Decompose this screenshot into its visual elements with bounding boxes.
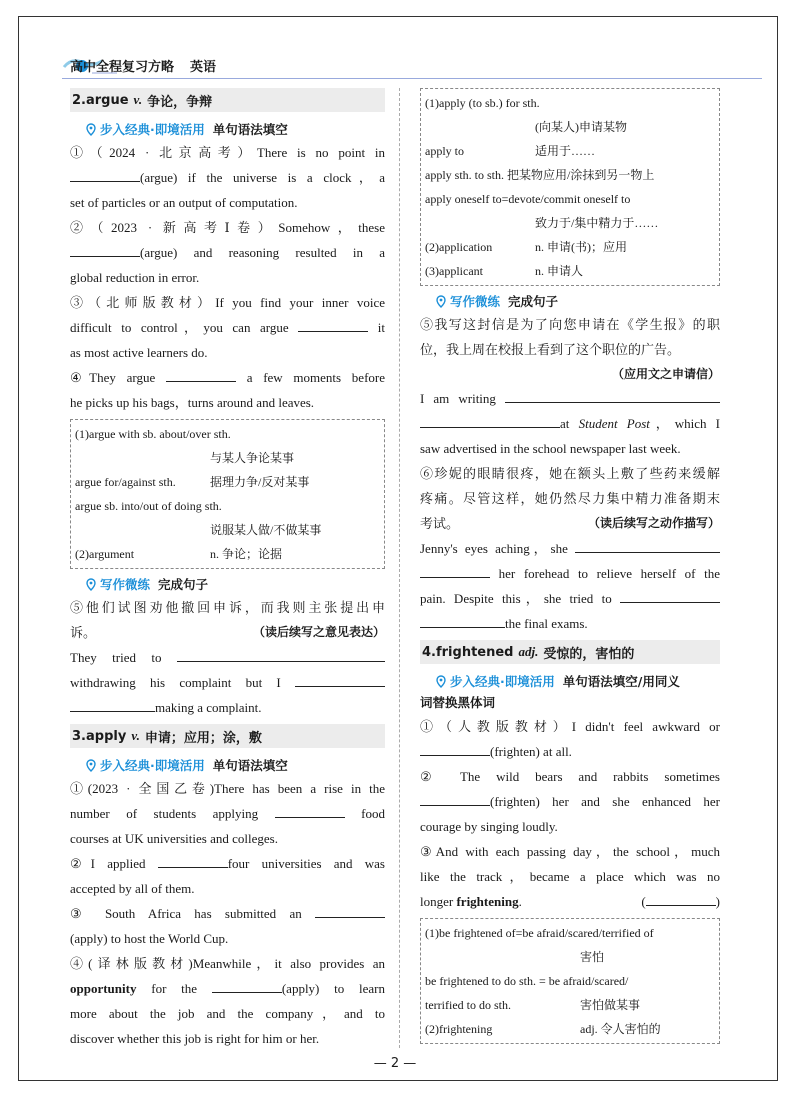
- question-text: pain. Despite this，she tried to: [420, 586, 720, 611]
- question-text: (argue) and reasoning resulted in a: [70, 240, 385, 265]
- answer-blank[interactable]: [70, 698, 155, 712]
- section-label-xiezuo: 写作微练 完成句子: [420, 290, 720, 312]
- answer-blank[interactable]: [295, 673, 385, 687]
- question-text: (frighten) her and she enhanced her: [420, 789, 720, 814]
- section-label-cont: 词替换黑体词: [420, 695, 496, 710]
- location-pin-icon: [86, 578, 96, 591]
- question-text: ⑤他们试图劝他撤回申诉，而我则主张提出申: [70, 600, 385, 615]
- question-text: opportunity for the (apply) to learn: [70, 981, 386, 996]
- question-text: her forehead to relieve herself of the: [420, 561, 720, 586]
- location-pin-icon: [86, 759, 96, 772]
- answer-blank[interactable]: [505, 389, 720, 403]
- answer-blank[interactable]: [420, 792, 490, 806]
- answer-blank[interactable]: [420, 742, 490, 756]
- section-label-jingdian: 步入经典·即境活用 单句语法填空: [70, 754, 385, 776]
- question-text: ①（2024 · 北京高考）There is no point in: [70, 145, 385, 160]
- entry-title-argue: 2. argue v. 争论，争辩: [70, 88, 385, 112]
- question-text: They tried to: [70, 645, 385, 670]
- usage-notes-box: (1)be frightened of=be afraid/scared/terrified of 害怕 be frightened to do sth. = be afraid/scared/ terrified to do sth. 害怕做某事 (2)frightening adj. 令人害怕的: [420, 918, 720, 1044]
- header-rule: [62, 78, 762, 79]
- answer-blank[interactable]: [212, 979, 282, 993]
- question-text: global reduction in error.: [70, 270, 200, 285]
- question-text: ①（人教版教材）I didn't feel awkward or: [420, 719, 720, 734]
- page-number: — 2 —: [373, 1056, 417, 1071]
- answer-blank[interactable]: [315, 904, 385, 918]
- answer-blank[interactable]: [166, 368, 236, 382]
- answer-blank[interactable]: [158, 854, 228, 868]
- answer-blank[interactable]: [298, 318, 368, 332]
- answer-blank[interactable]: [70, 168, 140, 182]
- left-column: [70, 88, 385, 1051]
- header-book-title: 高中全程复习方略: [70, 59, 175, 75]
- question-text: Jenny's eyes aching，she: [420, 536, 720, 561]
- location-pin-icon: [436, 295, 446, 308]
- question-text: (apply) to host the World Cup.: [70, 931, 229, 946]
- question-text: ⑤我写这封信是为了向您申请在《学生报》的职: [420, 317, 720, 332]
- question-text: withdrawing his complaint but I: [70, 670, 385, 695]
- question-text: (frighten) at all.: [420, 739, 720, 764]
- question-text: (argue) if the universe is a clock，a: [70, 165, 385, 190]
- question-text: as most active learners do.: [70, 345, 208, 360]
- entry-title-frightened: 4. frightened adj. 受惊的，害怕的: [420, 640, 720, 664]
- question-text: saw advertised in the school newspaper last week.: [420, 441, 681, 456]
- answer-blank[interactable]: [420, 564, 490, 578]
- answer-blank[interactable]: [646, 892, 716, 906]
- question-text: at Student Post，which I: [420, 411, 720, 436]
- question-text: discover whether this job is right for him or her.: [70, 1031, 320, 1046]
- question-text: ②（2023 · 新高考Ⅰ卷）Somehow，these: [70, 220, 385, 235]
- question-text: number of students applying food: [70, 806, 385, 821]
- question-text: difficult to control，you can argue it: [70, 320, 386, 335]
- section-label-jingdian: 步入经典·即境活用 单句语法填空/用同义: [420, 670, 720, 692]
- answer-blank[interactable]: [620, 589, 720, 603]
- answer-blank[interactable]: [420, 414, 560, 428]
- question-text: courses at UK universities and colleges.: [70, 831, 278, 846]
- question-text: ②I applied four universities and was: [70, 856, 385, 871]
- question-text: ⑥珍妮的眼睛很疼，她在额头上敷了些药来缓解: [420, 466, 720, 481]
- usage-notes-box: (1)apply (to sb.) for sth. (向某人)申请某物 apply to 适用于…… apply sth. to sth. 把某物应用/涂抹到另一物上 apply oneself to=devote/commit oneself to 致力于/集中精力于…… (2)application n. 申请(书)；应用 (3)applicant n. 申请人: [420, 88, 720, 286]
- question-text: 诉。 （读后续写之意见表达）: [70, 625, 385, 640]
- question-text: 位，我上周在校报上看到了这个职位的广告。: [420, 342, 681, 357]
- question-text: set of particles or an output of computation.: [70, 195, 298, 210]
- answer-blank[interactable]: [575, 539, 720, 553]
- question-text: ④(译林版教材)Meanwhile，it also provides an: [70, 956, 385, 971]
- question-text: courage by singing loudly.: [420, 819, 558, 834]
- question-text: ② The wild bears and rabbits sometimes: [420, 769, 720, 784]
- question-text: 疼痛。尽管这样，她仍然尽力集中精力准备期末: [420, 491, 720, 506]
- question-text: more about the job and the company，and to: [70, 1006, 385, 1021]
- section-label-jingdian: 步入经典·即境活用 单句语法填空: [70, 118, 385, 140]
- question-text: ③And with each passing day，the school，much: [420, 844, 720, 859]
- column-divider: [399, 88, 400, 1048]
- right-column: [420, 88, 720, 1048]
- question-text: accepted by all of them.: [70, 881, 195, 896]
- question-text: ③（北师版教材）If you find your inner voice: [70, 295, 385, 310]
- question-text: the final exams.: [420, 611, 720, 636]
- question-text: ④They argue a few moments before: [70, 370, 386, 385]
- location-pin-icon: [86, 123, 96, 136]
- question-text: ①(2023 · 全国乙卷)There has been a rise in the: [70, 781, 385, 796]
- answer-blank[interactable]: [275, 804, 345, 818]
- question-text: like the track，became a place which was no: [420, 869, 720, 884]
- page-header: [70, 54, 216, 76]
- answer-blank[interactable]: [177, 648, 385, 662]
- location-pin-icon: [436, 675, 446, 688]
- answer-blank[interactable]: [70, 243, 140, 257]
- question-text: I am writing: [420, 386, 720, 411]
- answer-blank[interactable]: [420, 614, 505, 628]
- question-text: he picks up his bags，turns around and leaves.: [70, 395, 315, 410]
- entry-title-apply: 3. apply v. 申请；应用；涂，敷: [70, 724, 385, 748]
- question-text: 考试。 （读后续写之动作描写）: [420, 516, 720, 531]
- question-tag: （应用文之申请信）: [611, 367, 720, 381]
- usage-notes-box: (1)argue with sb. about/over sth. 与某人争论某事 argue for/against sth. 据理力争/反对某事 argue sb. into/out of doing sth. 说服某人做/不做某事 (2)argument n. 争论；论据: [70, 419, 385, 569]
- question-text: ③ South Africa has submitted an: [70, 901, 385, 926]
- question-text: making a complaint.: [70, 695, 385, 720]
- header-subject: 英语: [190, 59, 217, 75]
- question-text: longer frightening. ( ): [420, 894, 720, 909]
- section-label-xiezuo: 写作微练 完成句子: [70, 573, 385, 595]
